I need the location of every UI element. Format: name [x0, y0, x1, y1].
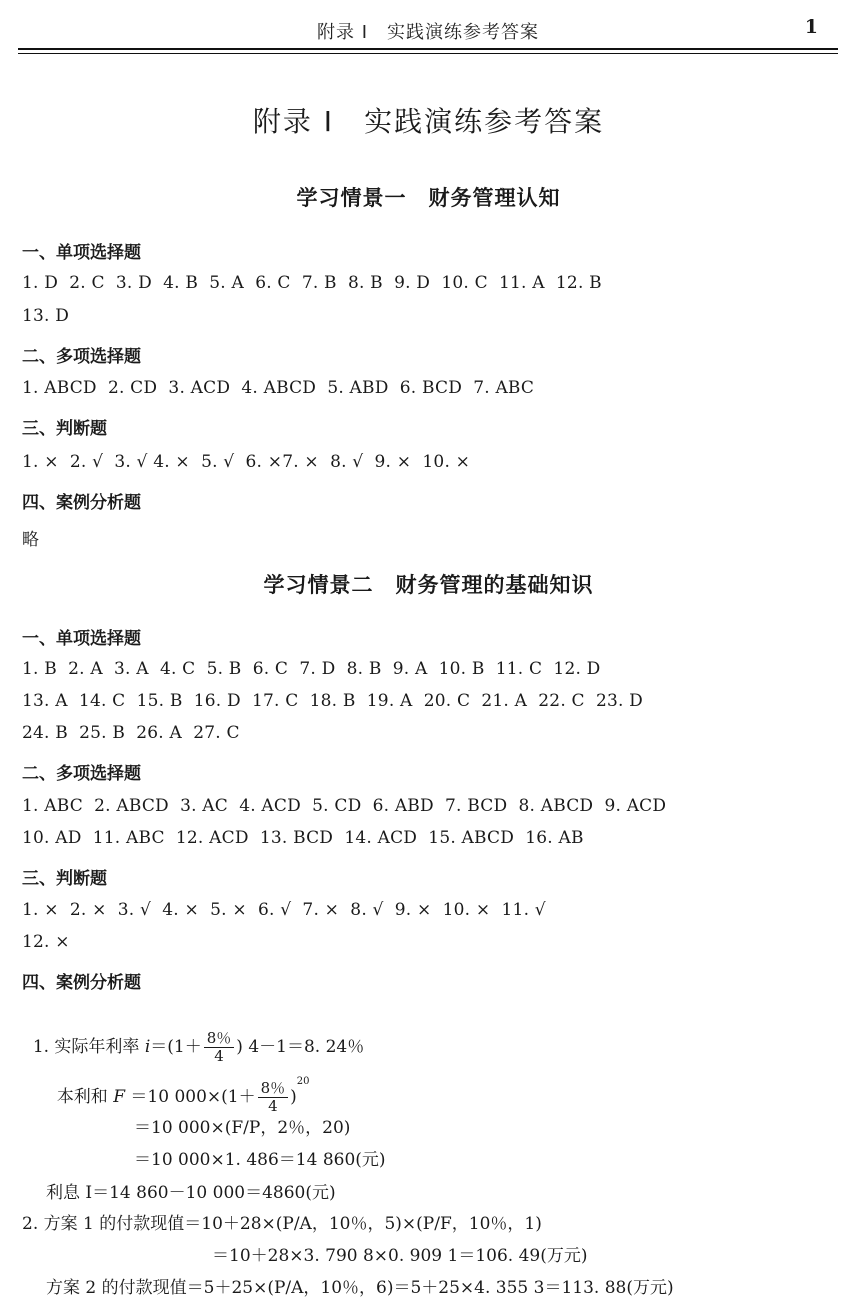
header-rule-thick [18, 48, 838, 50]
s1-single-choice-heading: 一、单项选择题 [22, 243, 141, 263]
case-f-fraction [258, 1080, 289, 1115]
case-f-denominator: 4 [268, 1097, 278, 1115]
case-f-line-3: ＝10 000×1. 486＝14 860(元) [134, 1150, 386, 1170]
case-q1-open-paren: (1＋ [167, 1037, 202, 1057]
case-f-close-paren: ) [290, 1087, 297, 1107]
case-q1-effective-rate [22, 1010, 364, 1065]
case-q1-close-paren: ) [236, 1037, 243, 1057]
s2-single-choice-line-1: 1. B 2. A 3. A 4. C 5. B 6. C 7. D 8. B 9. A 10. B 11. C 12. D [22, 659, 601, 679]
case-interest-line: 利息 I＝14 860－10 000＝4860(元) [46, 1183, 336, 1203]
case-f-open-paren: (1＋ [221, 1087, 256, 1107]
case-f-numerator: 8％ [258, 1080, 289, 1098]
case-q1-denominator: 4 [214, 1047, 224, 1065]
s2-single-choice-line-3: 24. B 25. B 26. A 27. C [22, 723, 240, 743]
case-f-label: 本利和 [56, 1087, 114, 1107]
s2-multi-choice-line-2: 10. AD 11. ABC 12. ACD 13. BCD 14. ACD 15. ABCD 16. AB [22, 828, 584, 848]
s2-true-false-heading: 三、判断题 [22, 869, 107, 889]
case-q2-line-2: ＝10＋28×3. 790 8×0. 909 1＝106. 49(万元) [212, 1246, 588, 1266]
case-q1-equals: ＝ [150, 1037, 168, 1057]
case-q1-future-value [46, 1060, 310, 1115]
header-title: 附录 I 实践演练参考答案 [316, 22, 540, 43]
case-q1-result: 4－1＝8. 24％ [242, 1037, 365, 1057]
page-header [18, 0, 838, 50]
s2-single-choice-line-2: 13. A 14. C 15. B 16. D 17. C 18. B 19. A 20. C 21. A 22. C 23. D [22, 691, 644, 711]
s1-case-heading: 四、案例分析题 [22, 493, 141, 513]
situation-2-title: 学习情景二 财务管理的基础知识 [263, 572, 594, 597]
s2-single-choice-heading: 一、单项选择题 [22, 629, 141, 649]
case-f-variable: F [113, 1087, 126, 1107]
case-q2-line-3: 方案 2 的付款现值＝5＋25×(P/A，10％，6)＝5＋25×4. 355 3＝113. 88(万元) [46, 1278, 674, 1298]
s1-single-choice-line-2: 13. D [22, 306, 70, 326]
header-rule-thin [18, 53, 838, 54]
page-number: 1 [804, 16, 818, 38]
s1-true-false-heading: 三、判断题 [22, 419, 107, 439]
s1-case-line-1: 略 [22, 530, 40, 550]
case-q1-variable: i [144, 1037, 151, 1057]
s2-multi-choice-line-1: 1. ABC 2. ABCD 3. AC 4. ACD 5. CD 6. ABD 7. BCD 8. ABCD 9. ACD [22, 796, 667, 816]
s1-multi-choice-line-1: 1. ABCD 2. CD 3. ACD 4. ABCD 5. ABD 6. BCD 7. ABC [22, 378, 535, 398]
s2-multi-choice-heading: 二、多项选择题 [22, 764, 141, 784]
s1-multi-choice-heading: 二、多项选择题 [22, 347, 141, 367]
s2-true-false-line-1: 1. × 2. × 3. √ 4. × 5. × 6. √ 7. × 8. √ 9. × 10. × 11. √ [22, 900, 546, 920]
s2-case-heading: 四、案例分析题 [22, 973, 141, 993]
appendix-title: 附录 I 实践演练参考答案 [252, 105, 605, 138]
s1-true-false-line-1: 1. × 2. √ 3. √ 4. × 5. √ 6. ×7. × 8. √ 9. × 10. × [22, 452, 471, 472]
situation-1-title: 学习情景一 财务管理认知 [296, 185, 561, 210]
case-f-exponent: 20 [296, 1076, 310, 1087]
s2-true-false-line-2: 12. × [22, 932, 70, 952]
case-q1-numerator: 8％ [204, 1030, 235, 1048]
case-f-equals: ＝10 000× [125, 1087, 222, 1107]
case-f-line-2: ＝10 000×(F/P，2％，20) [134, 1118, 351, 1138]
case-q2-line-1: 2. 方案 1 的付款现值＝10＋28×(P/A，10％，5)×(P/F，10％，1) [22, 1214, 542, 1234]
case-q1-label: 1. 实际年利率 [32, 1037, 145, 1057]
s1-single-choice-line-1: 1. D 2. C 3. D 4. B 5. A 6. C 7. B 8. B 9. D 10. C 11. A 12. B [22, 273, 602, 293]
